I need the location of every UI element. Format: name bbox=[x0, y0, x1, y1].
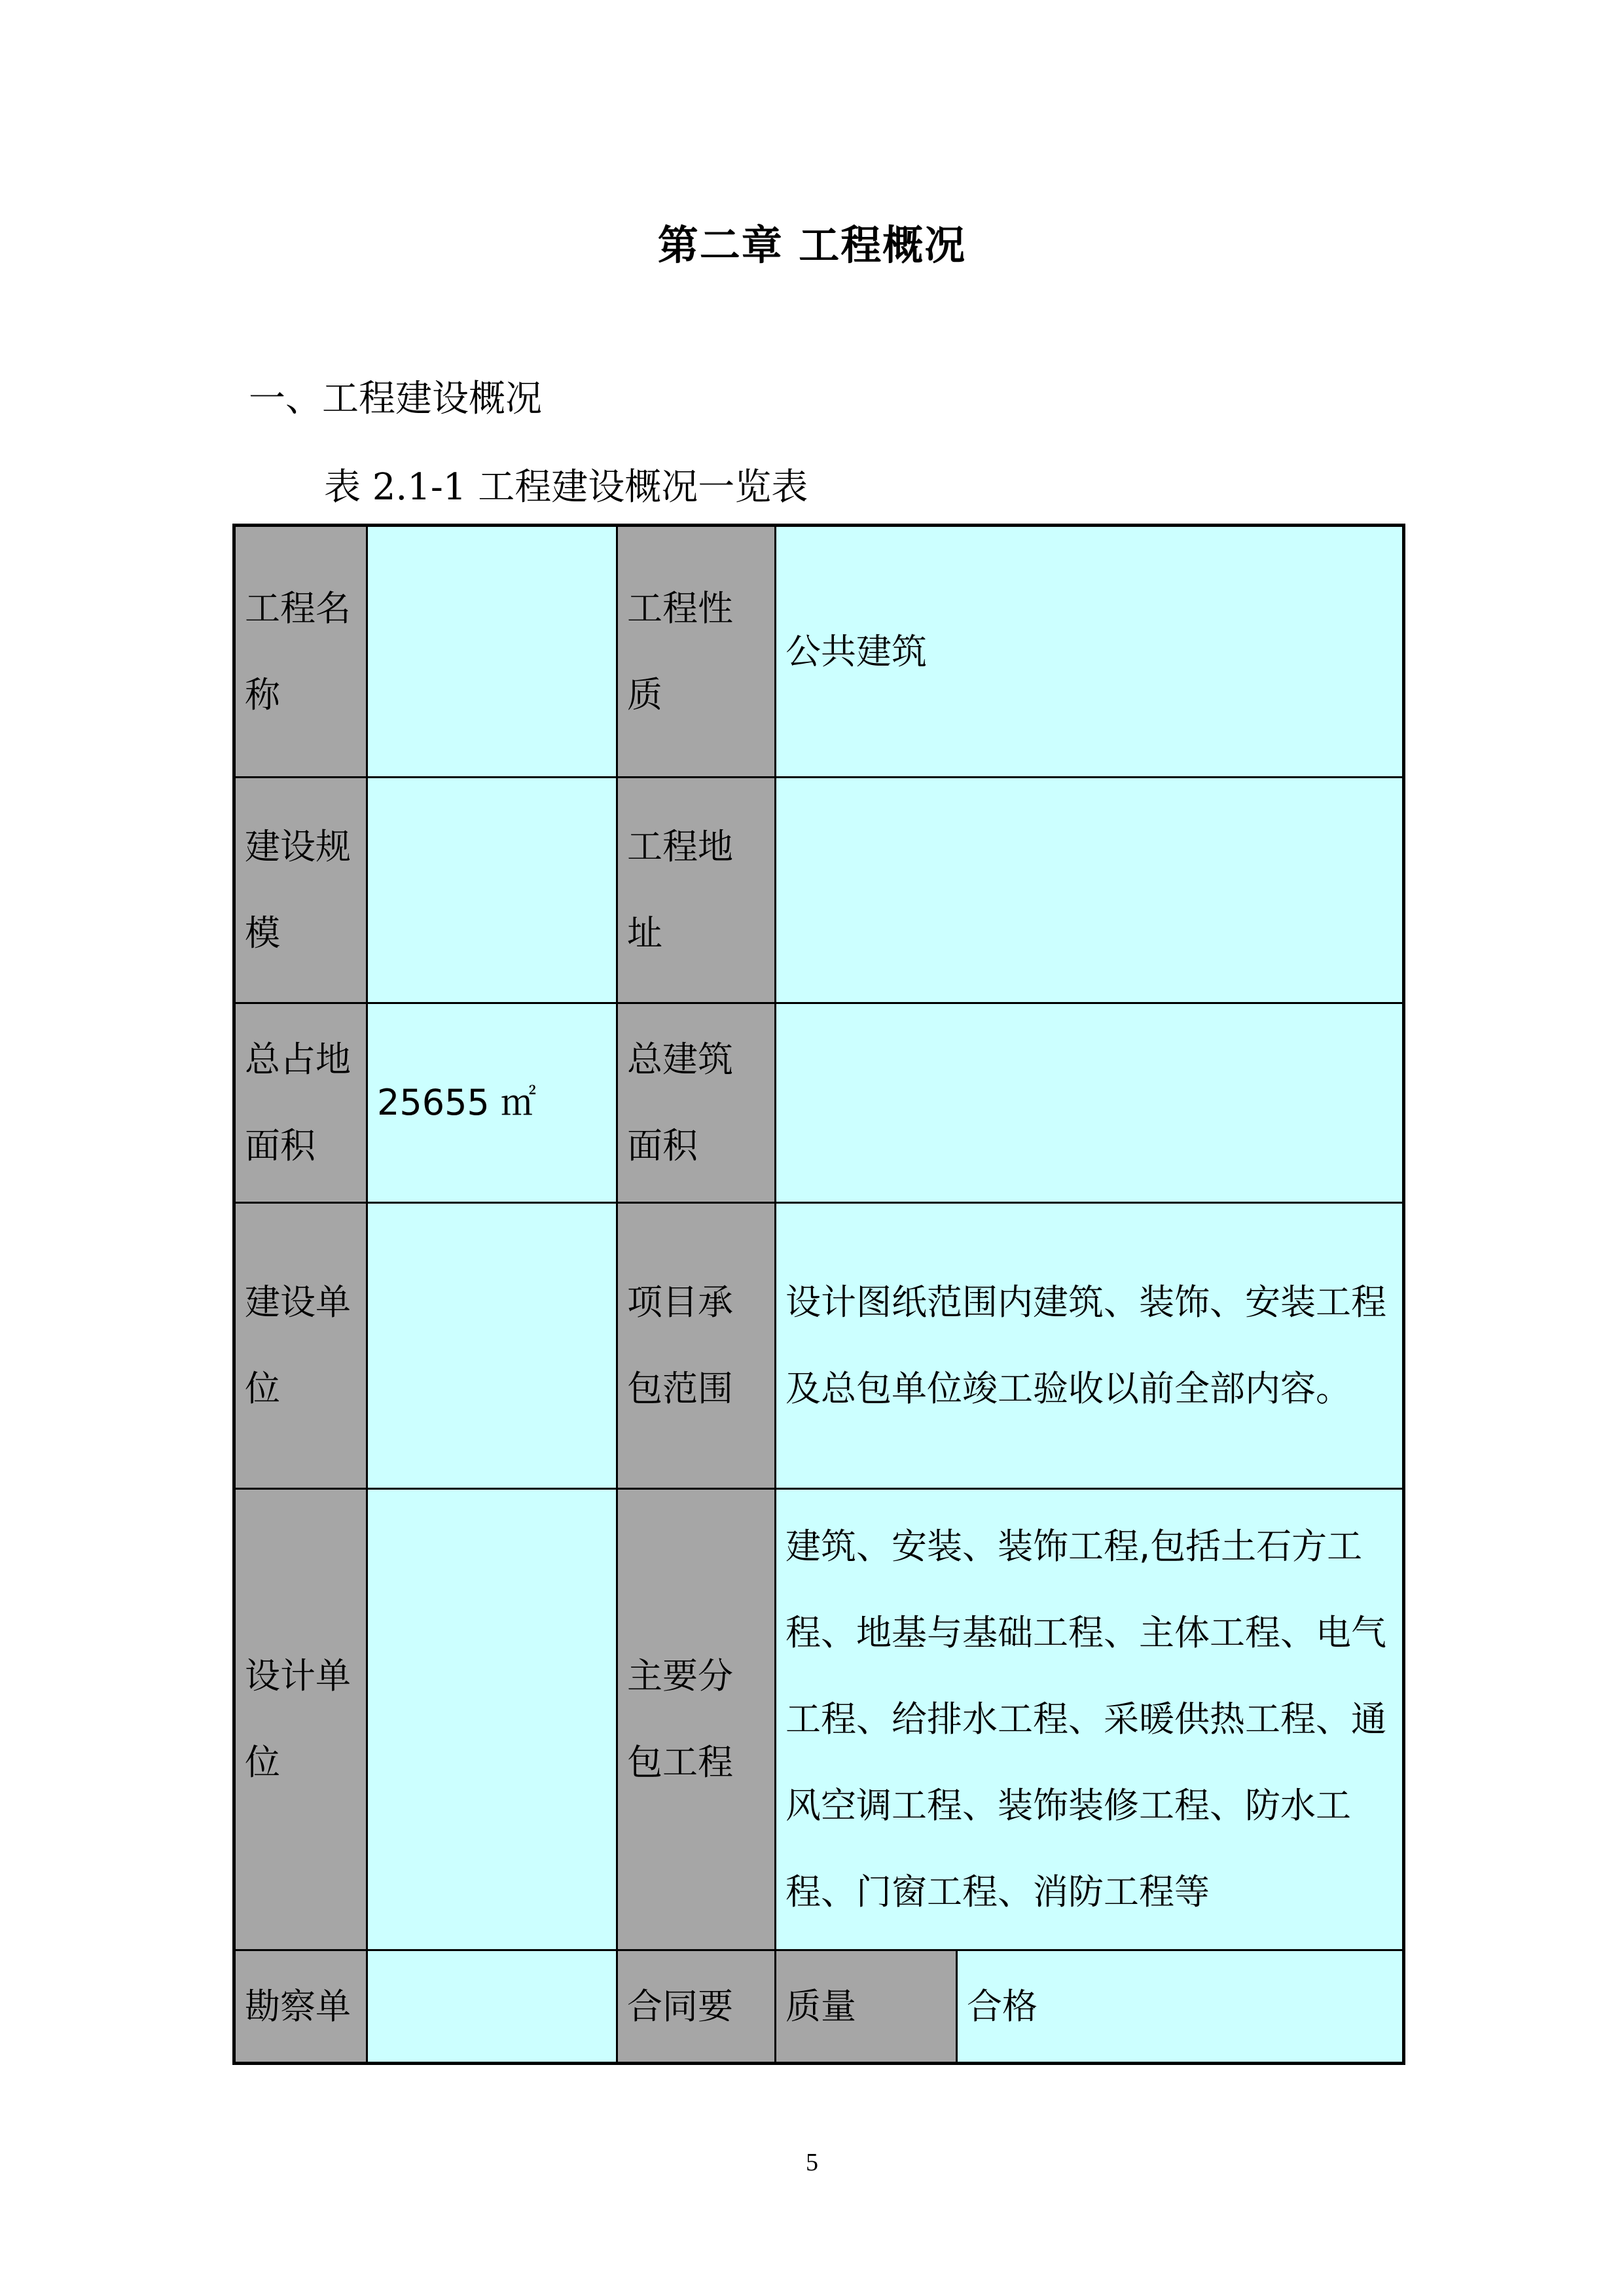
value-cell: 建筑、安装、装饰工程,包括土石方工程、地基与基础工程、主体工程、电气工程、给排水工程、采暖供热工程、通风空调工程、装饰装修工程、防水工程、门窗工程、消防工程等 bbox=[776, 1489, 1404, 1950]
label-cell: 工程名称 bbox=[234, 526, 367, 778]
table-row bbox=[234, 1203, 1404, 1489]
value-cell bbox=[776, 778, 1404, 1003]
table-caption: 表 2.1-1 工程建设概况一览表 bbox=[324, 466, 808, 509]
table-row bbox=[234, 1489, 1404, 1950]
value-cell: 公共建筑 bbox=[776, 526, 1404, 778]
label-cell: 工程性质 bbox=[617, 526, 776, 778]
value-cell: 合格 bbox=[957, 1950, 1404, 2064]
label-cell: 勘察单 bbox=[234, 1950, 367, 2064]
chapter-title: 第二章 工程概况 bbox=[657, 221, 967, 269]
table-row bbox=[234, 1950, 1404, 2064]
label-cell: 主要分包工程 bbox=[617, 1489, 776, 1950]
label-cell: 总建筑面积 bbox=[617, 1003, 776, 1203]
value-cell bbox=[776, 1003, 1404, 1203]
label-cell: 工程地址 bbox=[617, 778, 776, 1003]
value-cell bbox=[367, 1950, 617, 2064]
value-cell bbox=[367, 778, 617, 1003]
label-cell: 建设单位 bbox=[234, 1203, 367, 1489]
label-cell: 设计单位 bbox=[234, 1489, 367, 1950]
table-row bbox=[234, 526, 1404, 778]
label-cell: 合同要 bbox=[617, 1950, 776, 2064]
value-cell bbox=[367, 1489, 617, 1950]
label-cell: 总占地面积 bbox=[234, 1003, 367, 1203]
value-cell: 设计图纸范围内建筑、装饰、安装工程及总包单位竣工验收以前全部内容。 bbox=[776, 1203, 1404, 1489]
value-cell: 25655 ㎡ bbox=[367, 1003, 617, 1203]
table-row bbox=[234, 1003, 1404, 1203]
label-cell: 建设规模 bbox=[234, 778, 367, 1003]
section-heading: 一、工程建设概况 bbox=[249, 378, 542, 420]
label-cell: 项目承包范围 bbox=[617, 1203, 776, 1489]
table-row bbox=[234, 778, 1404, 1003]
project-overview-table bbox=[232, 524, 1405, 2065]
page-number: 5 bbox=[806, 2149, 818, 2176]
sub-label-cell: 质量 bbox=[776, 1950, 957, 2064]
value-cell bbox=[367, 526, 617, 778]
value-cell bbox=[367, 1203, 617, 1489]
